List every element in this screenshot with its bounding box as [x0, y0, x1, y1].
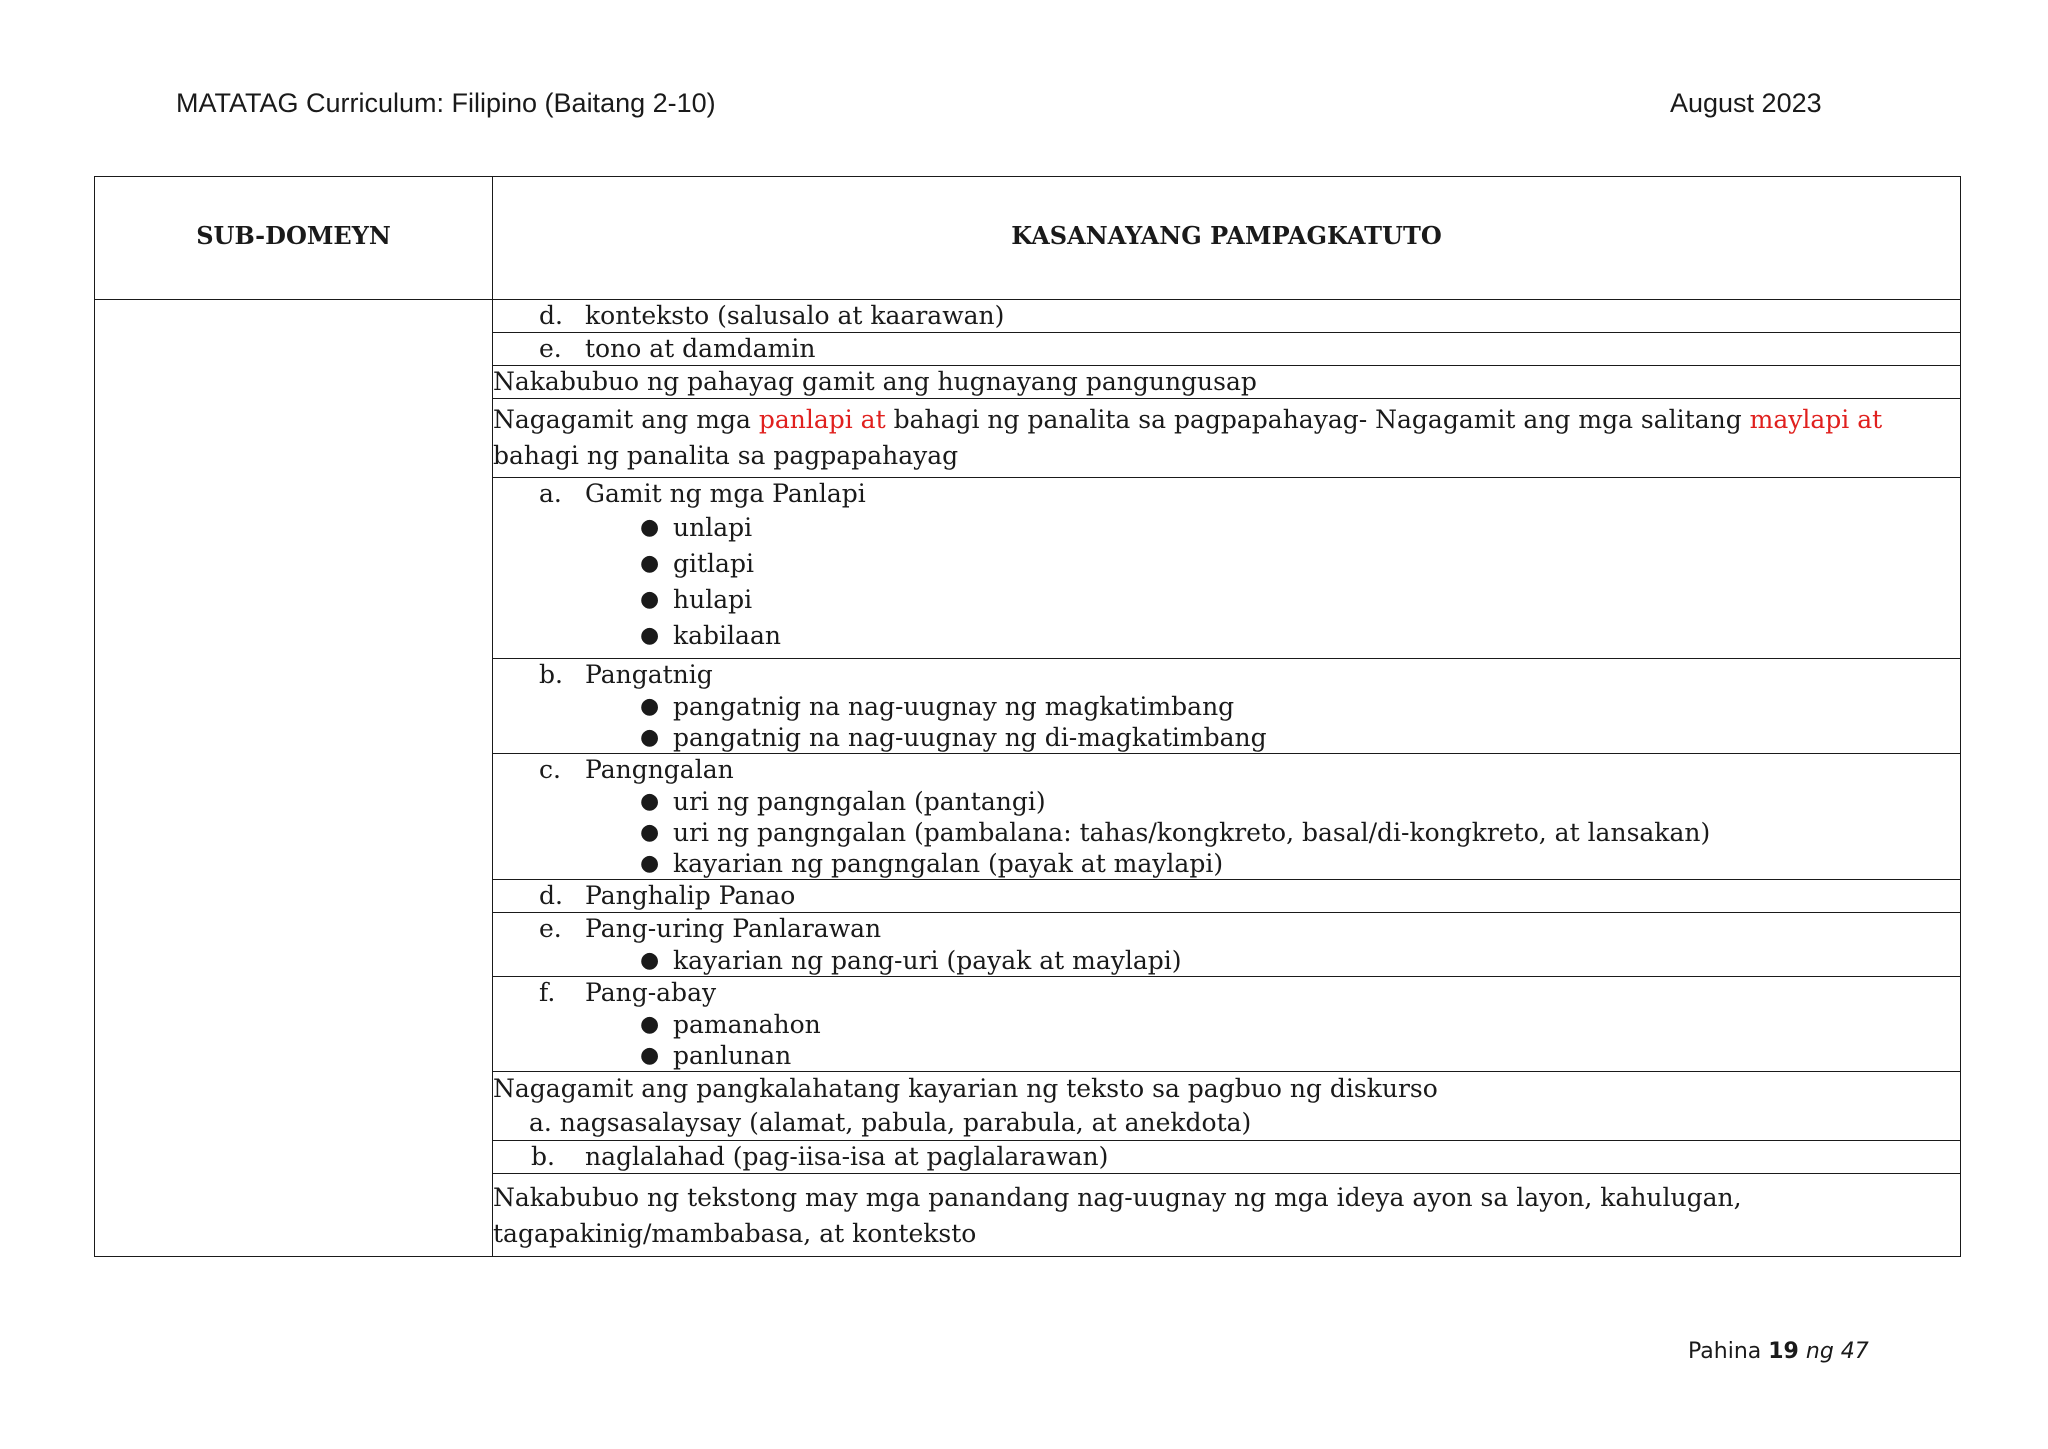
- list-item: ● gitlapi: [640, 549, 754, 578]
- table-row: e. tono at damdamin: [95, 333, 1961, 366]
- table-header-row: [95, 177, 1961, 300]
- sub-domeyn-cell: [95, 300, 493, 1257]
- table-row: Nagagamit ang mga panlapi at bahagi ng panalita sa pagpapahayag- Nagagamit ang mga salitang maylapi at bahagi ng panalita sa pagpapahayag: [95, 399, 1961, 478]
- table-row: Nakabubuo ng tekstong may mga panandang nag-uugnay ng mga ideya ayon sa layon, kahulugan, tagapakinig/mambabasa, at konteksto: [95, 1174, 1961, 1257]
- list-item: ● pangatnig na nag-uugnay ng di-magkatimbang: [640, 723, 1267, 752]
- list-item: ● unlapi: [640, 513, 753, 542]
- table-row: a. Gamit ng mga Panlapi ● unlapi ● gitlapi ● hulapi ● kabilaan: [95, 478, 1961, 659]
- table-row: Nakabubuo ng pahayag gamit ang hugnayang pangungusap: [95, 366, 1961, 399]
- page-number: Pahina 19 ng 47: [1688, 1339, 1869, 1364]
- table-row: Nagagamit ang pangkalahatang kayarian ng teksto sa pagbuo ng diskurso a. nagsasalaysay (alamat, pabula, parabula, at anekdota): [95, 1072, 1961, 1141]
- list-item: ● uri ng pangngalan (pantangi): [640, 787, 1046, 816]
- table-row: d. Panghalip Panao: [95, 880, 1961, 913]
- list-item: ● panlunan: [640, 1041, 792, 1070]
- list-item: ● pangatnig na nag-uugnay ng magkatimbang: [640, 692, 1235, 721]
- header-kasanayan: KASANAYANG PAMPAGKATUTO: [493, 177, 1961, 300]
- table-row: c. Pangngalan ● uri ng pangngalan (pantangi) ● uri ng pangngalan (pambalana: tahas/kongkreto, basal/di-kongkreto, at lansakan) ● kayarian ng pangngalan (payak at maylapi): [95, 754, 1961, 880]
- list-item: ● kayarian ng pangngalan (payak at maylapi): [640, 849, 1224, 878]
- list-item: ● pamanahon: [640, 1010, 821, 1039]
- list-item: ● hulapi: [640, 585, 753, 614]
- table-row: e. Pang-uring Panlarawan ● kayarian ng pang-uri (payak at maylapi): [95, 913, 1961, 977]
- document-title: MATATAG Curriculum: Filipino (Baitang 2-10): [176, 88, 716, 118]
- curriculum-table: [94, 176, 1961, 1257]
- header-sub-domeyn: SUB-DOMEYN: [95, 177, 493, 300]
- document-date: August 2023: [1670, 88, 1822, 118]
- list-item: ● kabilaan: [640, 621, 781, 650]
- list-item: ● uri ng pangngalan (pambalana: tahas/kongkreto, basal/di-kongkreto, at lansakan): [640, 818, 1711, 847]
- table-row: b. Pangatnig ● pangatnig na nag-uugnay ng magkatimbang ● pangatnig na nag-uugnay ng di-magkatimbang: [95, 659, 1961, 754]
- table-row: b. naglalahad (pag-iisa-isa at paglalarawan): [95, 1141, 1961, 1174]
- table-row: f. Pang-abay ● pamanahon ● panlunan: [95, 977, 1961, 1072]
- table-row: d. konteksto (salusalo at kaarawan): [95, 300, 1961, 333]
- list-item: ● kayarian ng pang-uri (payak at maylapi): [640, 946, 1182, 975]
